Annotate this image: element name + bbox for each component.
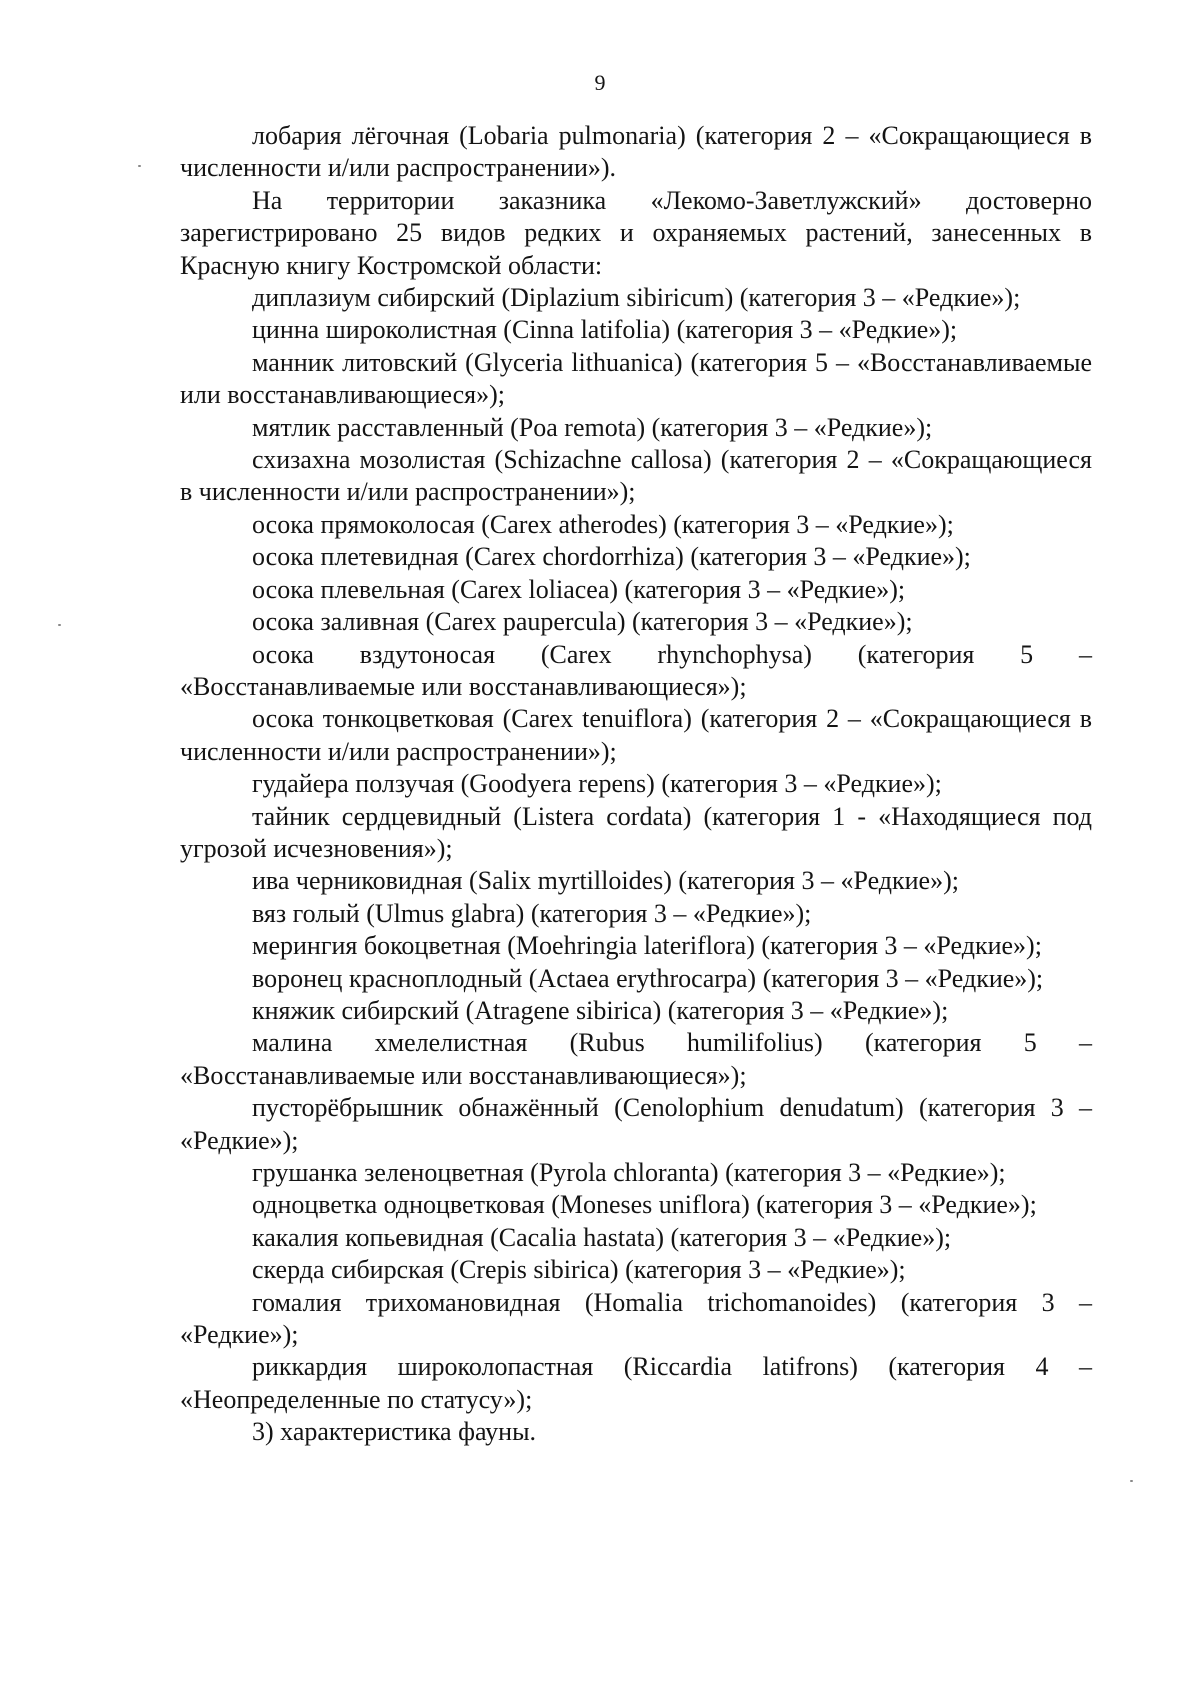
- species-item-pyrola: грушанка зеленоцветная (Pyrola chloranta) (категория 3 – «Редкие»);: [252, 1158, 1006, 1187]
- species-item-actaea: воронец красноплодный (Actaea erythrocarpa) (категория 3 – «Редкие»);: [252, 963, 1044, 993]
- species-item-listera: тайник сердцевидный (Listera cordata) (категория 1 - «Находящиеся под угрозой исчезновения»);: [180, 801, 1092, 863]
- species-item-glyceria: манник литовский (Glyceria lithuanica) (категория 5 – «Восстанавливаемые или восстанавливающиеся»);: [180, 347, 1092, 410]
- species-item-cenolophium: пусторёбрышник обнажённый (Cenolophium denudatum) (категория 3 – «Редкие»);: [180, 1093, 1092, 1155]
- species-item-moneses: одноцветка одноцветковая (Moneses uniflora) (категория 3 – «Редкие»);: [252, 1190, 1037, 1220]
- species-item-atragene: княжик сибирский (Atragene sibirica) (категория 3 – «Редкие»);: [252, 995, 949, 1025]
- species-item-diplazium: диплазиум сибирский (Diplazium sibiricum) (категория 3 – «Редкие»);: [252, 283, 1021, 313]
- species-item-schizachne: схизахна мозолистая (Schizachne callosa) (категория 2 – «Сокращающиеся в численности и/или распространении»);: [180, 445, 1092, 507]
- page-number: 9: [594, 70, 606, 95]
- species-item-homalia: гомалия трихомановидная (Homalia trichomanoides) (категория 3 – «Редкие»);: [180, 1287, 1092, 1350]
- species-item-carex-atherodes: осока прямоколосая (Carex atherodes) (категория 3 – «Редкие»);: [252, 509, 954, 539]
- species-item-carex-paupercula: осока заливная (Carex paupercula) (категория 3 – «Редкие»);: [252, 607, 913, 637]
- species-item-crepis: скерда сибирская (Crepis sibirica) (категория 3 – «Редкие»);: [252, 1255, 906, 1285]
- species-item-carex-rhynchophysa: осока вздутоносая (Carex rhynchophysa) (категория 5 – «Восстанавливаемые или восстанавливающиеся»);: [180, 639, 1092, 701]
- species-item-riccardia: риккардия широколопастная (Riccardia latifrons) (категория 4 – «Неопределенные по статусу»);: [180, 1352, 1092, 1414]
- scan-speck: [138, 165, 141, 167]
- document-body: [180, 120, 1092, 1449]
- species-item-carex-chordorrhiza: осока плетевидная (Carex chordorrhiza) (категория 3 – «Редкие»);: [252, 542, 971, 572]
- section-heading-fauna: 3) характеристика фауны.: [252, 1417, 537, 1447]
- species-item-carex-loliacea: осока плевельная (Carex loliacea) (категория 3 – «Редкие»);: [252, 574, 906, 604]
- species-item-rubus: малина хмелелистная (Rubus humilifolius) (категория 5 – «Восстанавливаемые или восстанавливающиеся»);: [180, 1028, 1092, 1090]
- species-item-salix: ива черниковидная (Salix myrtilloides) (категория 3 – «Редкие»);: [252, 866, 959, 896]
- paragraph-lobaria: лобария лёгочная (Lobaria pulmonaria) (категория 2 – «Сокращающиеся в численности и/или распространении»).: [180, 121, 1092, 183]
- species-item-goodyera: гудайера ползучая (Goodyera repens) (категория 3 – «Редкие»);: [252, 769, 942, 799]
- scan-speck: [58, 624, 61, 626]
- species-item-ulmus: вяз голый (Ulmus glabra) (категория 3 – «Редкие»);: [252, 898, 812, 928]
- scan-speck: [1130, 1480, 1133, 1482]
- species-item-poa: мятлик расставленный (Poa remota) (категория 3 – «Редкие»);: [252, 412, 933, 442]
- species-item-cacalia: какалия копьевидная (Cacalia hastata) (категория 3 – «Редкие»);: [252, 1222, 952, 1252]
- species-item-carex-tenuiflora: осока тонкоцветковая (Carex tenuiflora) (категория 2 – «Сокращающиеся в численности и/или распространении»);: [180, 704, 1092, 766]
- species-item-cinna: цинна широколистная (Cinna latifolia) (категория 3 – «Редкие»);: [252, 315, 958, 345]
- paragraph-intro: На территории заказника «Лекомо-Заветлужский» достоверно зарегистрировано 25 видов редких и охраняемых растений, занесенных в Красную книгу Костромской области:: [180, 185, 1092, 280]
- species-item-moehringia: мерингия бокоцветная (Moehringia lateriflora) (категория 3 – «Редкие»);: [252, 931, 1042, 961]
